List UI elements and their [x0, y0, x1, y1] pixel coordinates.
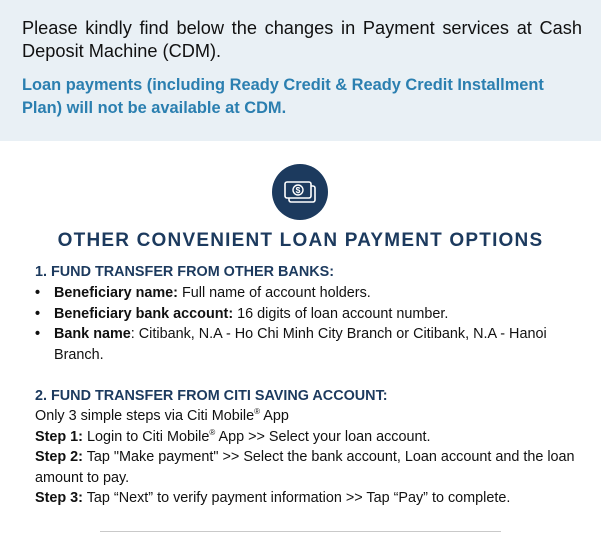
- notice-text: Please kindly find below the changes in Payment services at Cash Deposit Machine (CDM).: [22, 18, 582, 61]
- step-2: Step 2: Tap "Make payment" >> Select the bank account, Loan account and the loan amount to pay.: [35, 449, 575, 486]
- bullet-icon: •: [35, 305, 41, 322]
- bullet-icon: •: [35, 285, 41, 301]
- step-3: Step 3: Tap “Next” to verify payment information >> Tap “Pay” to complete.: [35, 490, 511, 506]
- list-item-text: 16 digits of loan account number.: [233, 305, 449, 322]
- notice-banner: [0, 0, 601, 141]
- step-label: Step 1:: [35, 428, 83, 445]
- section1-title: 1. FUND TRANSFER FROM OTHER BANKS:: [35, 264, 334, 280]
- registered-mark: ®: [209, 427, 216, 437]
- list-item: [35, 324, 580, 365]
- section1-list: [35, 283, 580, 365]
- bullet-icon: •: [35, 326, 41, 342]
- svg-text:$: $: [295, 185, 301, 196]
- step-label: Step 2:: [35, 449, 83, 465]
- list-item-text: : Citibank, N.A - Ho Chi Minh City Branch or Citibank, N.A - Hanoi Branch.: [54, 326, 547, 363]
- step-label: Step 3:: [35, 490, 83, 506]
- step-1: Step 1: Login to Citi Mobile® App >> Select your loan account.: [35, 427, 431, 445]
- list-item-label: Beneficiary name:: [54, 285, 178, 301]
- money-transfer-icon: [272, 164, 328, 220]
- list-item-text: Full name of account holders.: [177, 285, 371, 301]
- notice-highlight: Loan payments (including Ready Credit & Ready Credit Installment Plan) will not be available at CDM.: [22, 76, 544, 117]
- section2-intro: Only 3 simple steps via Citi Mobile® App: [35, 407, 289, 424]
- list-item: [35, 283, 580, 304]
- list-item-label: Beneficiary bank account:: [54, 305, 234, 322]
- divider: [100, 531, 501, 532]
- payment-options: [35, 263, 580, 509]
- list-item-label: Bank name: [54, 326, 131, 342]
- section2-title: 2. FUND TRANSFER FROM CITI SAVING ACCOUNT:: [35, 388, 388, 404]
- list-item: [35, 304, 580, 325]
- section-heading: OTHER CONVENIENT LOAN PAYMENT OPTIONS: [57, 230, 544, 251]
- registered-mark: ®: [254, 407, 261, 417]
